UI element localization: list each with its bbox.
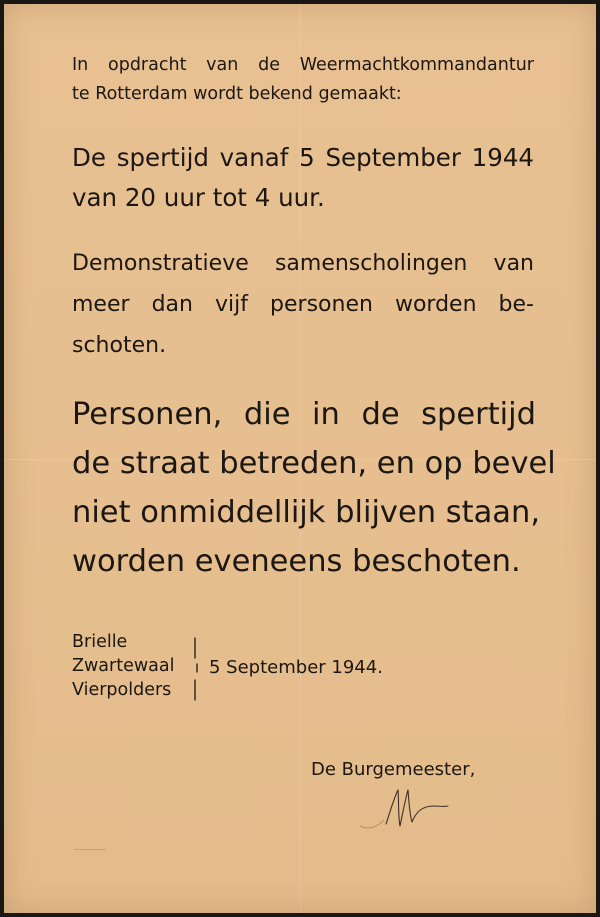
- warning-line: niet onmiddellijk blijven staan,: [72, 495, 541, 530]
- printer-imprint: ⎯⎯⎯⎯⎯⎯⎯⎯⎯⎯⎯⎯⎯⎯⎯⎯⎯⎯: [74, 847, 106, 851]
- warning-line: Personen, die in de spertijd: [72, 397, 536, 432]
- brace-divider: [189, 636, 203, 702]
- curfew-poster: [4, 4, 596, 913]
- intro-line: te Rotterdam wordt bekend gemaakt:: [72, 84, 402, 104]
- issue-date: 5 September 1944.: [209, 657, 383, 678]
- place-name: Vierpolders: [72, 680, 172, 700]
- gatherings-line: meer dan vijf personen worden be-: [72, 292, 534, 317]
- curfew-paragraph: [72, 138, 534, 218]
- place-name: Zwartewaal: [72, 656, 175, 676]
- curfew-line: De spertijd vanaf 5 September 1944: [72, 143, 534, 172]
- gatherings-line: schoten.: [72, 333, 167, 358]
- intro-line: In opdracht van de Weermachtkommandantur: [72, 55, 534, 75]
- curfew-line: van 20 uur tot 4 uur.: [72, 183, 325, 212]
- place-list: [72, 630, 174, 702]
- gatherings-paragraph: [72, 243, 534, 366]
- warning-line: de straat betreden, en op bevel: [72, 446, 556, 481]
- warning-paragraph: [72, 390, 556, 586]
- mayor-signoff: De Burgemeester,: [311, 759, 476, 780]
- gatherings-line: Demonstratieve samenscholingen van: [72, 251, 534, 276]
- warning-line: worden eveneens beschoten.: [72, 544, 521, 579]
- mayor-signature: [356, 782, 456, 842]
- place-name: Brielle: [72, 632, 128, 652]
- intro-paragraph: [72, 51, 534, 109]
